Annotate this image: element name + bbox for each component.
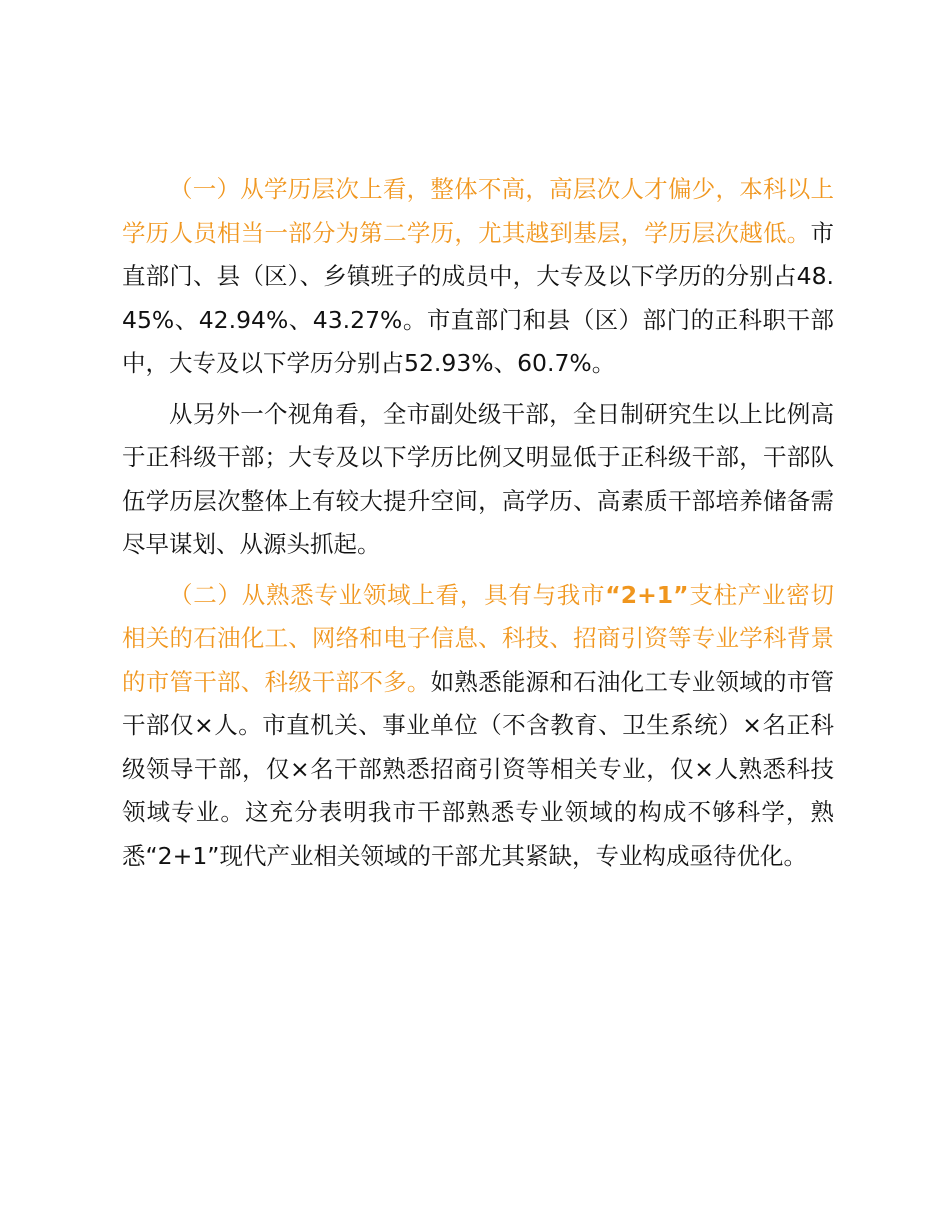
paragraph-2 [122, 393, 834, 567]
paragraph-3-highlight-bold: “2+1” [605, 580, 689, 609]
paragraph-1-highlight: （一）从学历层次上看，整体不高，高层次人才偏少，本科以上学历人员相当一部分为第二学历，尤其越到基层，学历层次越低。 [122, 175, 834, 247]
paragraph-1-body: 市直部门、县（区）、乡镇班子的成员中，大专及以下学历的分别占48.45%、42.94%、43.27%。市直部门和县（区）部门的正科职干部中，大专及以下学历分别占52.93%、60.7%。 [122, 218, 834, 377]
paragraph-3-highlight-post: 支柱产业密切相关的石油化工、网络和电子信息、科技、招商引资等专业学科背景的市管干部、科级干部不多。 [122, 580, 835, 696]
document-body [122, 168, 834, 885]
paragraph-3-body: 如熟悉能源和石油化工专业领域的市管干部仅×人。市直机关、事业单位（不含教育、卫生系统）×名正科级领导干部，仅×名干部熟悉招商引资等相关专业，仅×人熟悉科技领域专业。这充分表明我市干部熟悉专业领域的构成不够科学，熟悉“2+1”现代产业相关领域的干部尤其紧缺，专业构成亟待优化。 [122, 667, 835, 870]
paragraph-1 [122, 168, 834, 386]
paragraph-3-highlight-pre: （二）从熟悉专业领域上看，具有与我市 [169, 580, 606, 609]
paragraph-3 [122, 574, 834, 879]
paragraph-2-body: 从另外一个视角看，全市副处级干部，全日制研究生以上比例高于正科级干部；大专及以下学历比例又明显低于正科级干部，干部队伍学历层次整体上有较大提升空间，高学历、高素质干部培养储备需尽早谋划、从源头抓起。 [122, 399, 834, 558]
